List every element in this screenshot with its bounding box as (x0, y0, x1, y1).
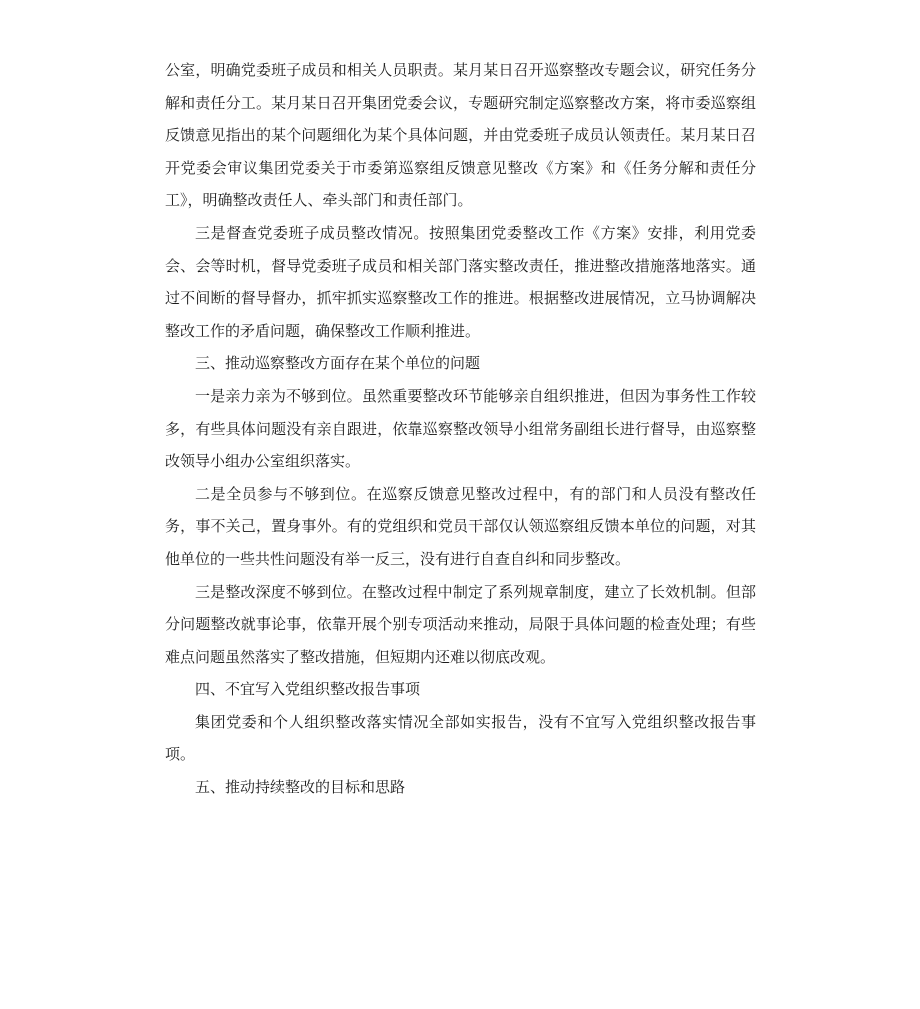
paragraph-continued: 公室，明确党委班子成员和相关人员职责。某月某日召开巡察整改专题会议，研究任务分解和责任分工。某月某日召开集团党委会议，专题研究制定巡察整改方案，将市委巡察组反馈意见指出的某个问题细化为某个具体问题，并由党委班子成员认领责任。某月某日召开党委会审议集团党委关于市委第巡察组反馈意见整改《方案》和《任务分解和责任分工》，明确整改责任人、牵头部门和责任部门。 (165, 61, 756, 210)
paragraph-issue-three: 三是整改深度不够到位。在整改过程中制定了系列规章制度，建立了长效机制。但部分问题整改就事论事，依靠开展个别专项活动来推动，局限于具体问题的检查处理；有些难点问题虽然落实了整改措施，但短期内还难以彻底改观。 (165, 582, 756, 666)
section-heading-three: 三、推动巡察整改方面存在某个单位的问题 (195, 354, 481, 373)
paragraph-supervision: 三是督查党委班子成员整改情况。按照集团党委整改工作《方案》安排，利用党委会、会等时机，督导党委班子成员和相关部门落实整改责任，推进整改措施落地落实。通过不间断的督导督办，抓牢抓实巡察整改工作的推进。根据整改进展情况，立马协调解决整改工作的矛盾问题，确保整改工作顺利推进。 (165, 223, 756, 340)
document-body (165, 54, 756, 804)
paragraph-issue-two: 二是全员参与不够到位。在巡察反馈意见整改过程中，有的部门和人员没有整改任务，事不关己，置身事外。有的党组织和党员干部仅认领巡察组反馈本单位的问题，对其他单位的一些共性问题没有举一反三，没有进行自查自纠和同步整改。 (165, 484, 756, 568)
paragraph-report-matters: 集团党委和个人组织整改落实情况全部如实报告，没有不宜写入党组织整改报告事项。 (165, 712, 756, 764)
paragraph-issue-one: 一是亲力亲为不够到位。虽然重要整改环节能够亲自组织推进，但因为事务性工作较多，有些具体问题没有亲自跟进，依靠巡察整改领导小组常务副组长进行督导，由巡察整改领导小组办公室组织落实。 (165, 386, 756, 471)
section-heading-four: 四、不宜写入党组织整改报告事项 (195, 680, 421, 699)
section-heading-five: 五、推动持续整改的目标和思路 (195, 778, 406, 797)
